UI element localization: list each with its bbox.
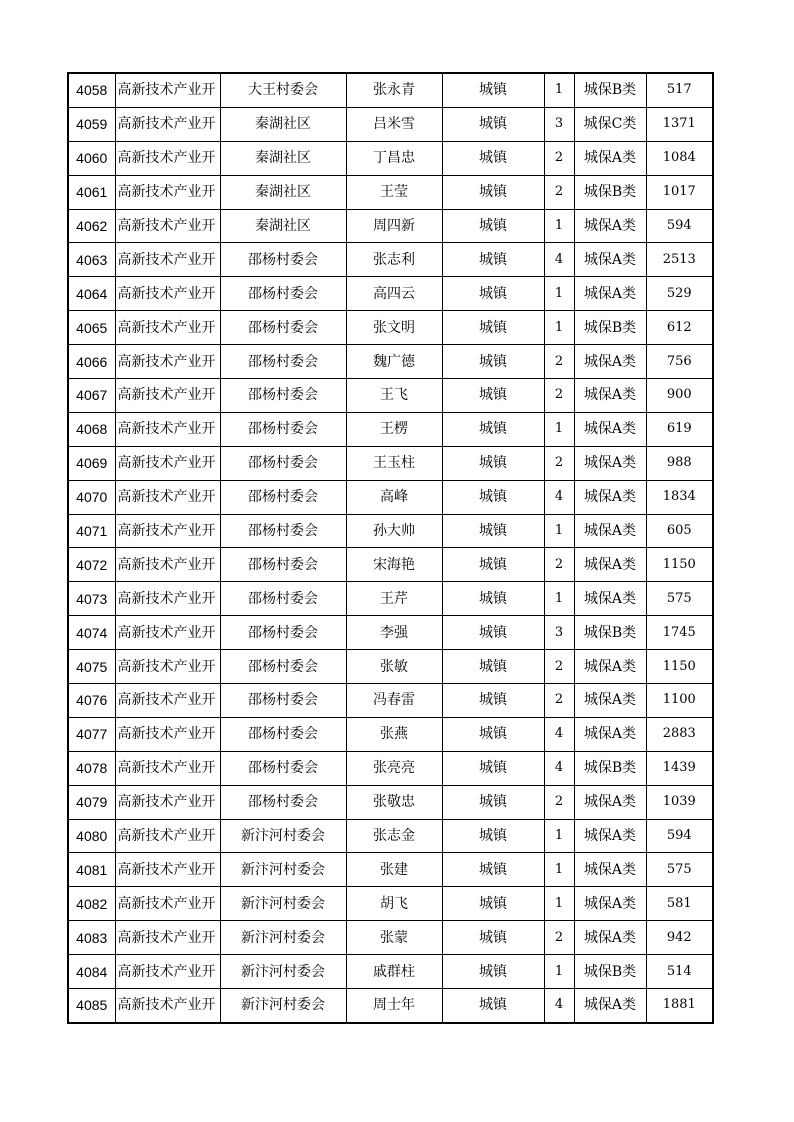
table-row: [68, 379, 713, 413]
category-cell: 城保A类: [574, 514, 646, 548]
residence-type-cell: 城镇: [442, 548, 544, 582]
district-cell: 高新技术产业开: [115, 73, 220, 107]
residence-type-cell: 城镇: [442, 989, 544, 1023]
name-cell: 张永青: [346, 73, 442, 107]
table-row: [68, 989, 713, 1023]
amount-cell: 1371: [646, 107, 713, 141]
village-cell: 新汴河村委会: [220, 955, 346, 989]
name-cell: 胡飞: [346, 887, 442, 921]
district-cell: 高新技术产业开: [115, 785, 220, 819]
district-cell: 高新技术产业开: [115, 751, 220, 785]
amount-cell: 942: [646, 921, 713, 955]
village-cell: 邵杨村委会: [220, 412, 346, 446]
amount-cell: 2513: [646, 243, 713, 277]
village-cell: 秦湖社区: [220, 107, 346, 141]
category-cell: 城保A类: [574, 717, 646, 751]
village-cell: 邵杨村委会: [220, 243, 346, 277]
table-row: [68, 717, 713, 751]
table-row: [68, 446, 713, 480]
district-cell: 高新技术产业开: [115, 311, 220, 345]
village-cell: 邵杨村委会: [220, 785, 346, 819]
record-id-cell: 4077: [68, 717, 115, 751]
category-cell: 城保A类: [574, 887, 646, 921]
record-id-cell: 4084: [68, 955, 115, 989]
amount-cell: 1745: [646, 616, 713, 650]
district-cell: 高新技术产业开: [115, 989, 220, 1023]
name-cell: 王玉柱: [346, 446, 442, 480]
record-id-cell: 4073: [68, 582, 115, 616]
record-id-cell: 4070: [68, 480, 115, 514]
amount-cell: 756: [646, 345, 713, 379]
district-cell: 高新技术产业开: [115, 345, 220, 379]
name-cell: 周士年: [346, 989, 442, 1023]
amount-cell: 988: [646, 446, 713, 480]
record-id-cell: 4071: [68, 514, 115, 548]
category-cell: 城保A类: [574, 989, 646, 1023]
district-cell: 高新技术产业开: [115, 548, 220, 582]
record-id-cell: 4085: [68, 989, 115, 1023]
category-cell: 城保A类: [574, 345, 646, 379]
table-row: [68, 243, 713, 277]
household-size-cell: 1: [544, 277, 574, 311]
record-id-cell: 4067: [68, 379, 115, 413]
amount-cell: 1039: [646, 785, 713, 819]
district-cell: 高新技术产业开: [115, 853, 220, 887]
district-cell: 高新技术产业开: [115, 243, 220, 277]
table-row: [68, 853, 713, 887]
household-size-cell: 1: [544, 311, 574, 345]
residence-type-cell: 城镇: [442, 887, 544, 921]
category-cell: 城保B类: [574, 955, 646, 989]
household-size-cell: 2: [544, 141, 574, 175]
name-cell: 张志利: [346, 243, 442, 277]
household-size-cell: 1: [544, 853, 574, 887]
category-cell: 城保A类: [574, 480, 646, 514]
category-cell: 城保A类: [574, 379, 646, 413]
district-cell: 高新技术产业开: [115, 582, 220, 616]
household-size-cell: 2: [544, 785, 574, 819]
household-size-cell: 1: [544, 887, 574, 921]
village-cell: 新汴河村委会: [220, 921, 346, 955]
district-cell: 高新技术产业开: [115, 175, 220, 209]
household-size-cell: 4: [544, 480, 574, 514]
name-cell: 丁昌忠: [346, 141, 442, 175]
household-size-cell: 2: [544, 379, 574, 413]
village-cell: 邵杨村委会: [220, 277, 346, 311]
village-cell: 邵杨村委会: [220, 480, 346, 514]
residence-type-cell: 城镇: [442, 73, 544, 107]
category-cell: 城保A类: [574, 853, 646, 887]
residence-type-cell: 城镇: [442, 514, 544, 548]
village-cell: 新汴河村委会: [220, 853, 346, 887]
record-id-cell: 4063: [68, 243, 115, 277]
household-size-cell: 2: [544, 684, 574, 718]
record-id-cell: 4060: [68, 141, 115, 175]
name-cell: 孙大帅: [346, 514, 442, 548]
village-cell: 邵杨村委会: [220, 684, 346, 718]
name-cell: 高四云: [346, 277, 442, 311]
table-row: [68, 311, 713, 345]
name-cell: 王芹: [346, 582, 442, 616]
district-cell: 高新技术产业开: [115, 514, 220, 548]
residence-type-cell: 城镇: [442, 955, 544, 989]
district-cell: 高新技术产业开: [115, 684, 220, 718]
amount-cell: 1834: [646, 480, 713, 514]
category-cell: 城保A类: [574, 582, 646, 616]
household-size-cell: 2: [544, 921, 574, 955]
village-cell: 邵杨村委会: [220, 311, 346, 345]
name-cell: 张建: [346, 853, 442, 887]
household-size-cell: 1: [544, 412, 574, 446]
table-row: [68, 514, 713, 548]
village-cell: 邵杨村委会: [220, 582, 346, 616]
record-id-cell: 4059: [68, 107, 115, 141]
residence-type-cell: 城镇: [442, 311, 544, 345]
village-cell: 邵杨村委会: [220, 548, 346, 582]
name-cell: 魏广德: [346, 345, 442, 379]
amount-cell: 1881: [646, 989, 713, 1023]
category-cell: 城保A类: [574, 819, 646, 853]
amount-cell: 1084: [646, 141, 713, 175]
category-cell: 城保A类: [574, 277, 646, 311]
category-cell: 城保A类: [574, 684, 646, 718]
residence-type-cell: 城镇: [442, 345, 544, 379]
household-size-cell: 1: [544, 514, 574, 548]
name-cell: 周四新: [346, 209, 442, 243]
village-cell: 邵杨村委会: [220, 751, 346, 785]
district-cell: 高新技术产业开: [115, 209, 220, 243]
village-cell: 大王村委会: [220, 73, 346, 107]
household-size-cell: 2: [544, 345, 574, 379]
residence-type-cell: 城镇: [442, 277, 544, 311]
record-id-cell: 4066: [68, 345, 115, 379]
records-table: [67, 72, 714, 1024]
amount-cell: 612: [646, 311, 713, 345]
household-size-cell: 4: [544, 243, 574, 277]
household-size-cell: 3: [544, 616, 574, 650]
household-size-cell: 2: [544, 548, 574, 582]
record-id-cell: 4062: [68, 209, 115, 243]
name-cell: 吕米雪: [346, 107, 442, 141]
district-cell: 高新技术产业开: [115, 107, 220, 141]
table-row: [68, 785, 713, 819]
amount-cell: 1439: [646, 751, 713, 785]
amount-cell: 605: [646, 514, 713, 548]
amount-cell: 575: [646, 582, 713, 616]
record-id-cell: 4069: [68, 446, 115, 480]
table-row: [68, 107, 713, 141]
amount-cell: 529: [646, 277, 713, 311]
district-cell: 高新技术产业开: [115, 717, 220, 751]
household-size-cell: 1: [544, 582, 574, 616]
name-cell: 张文明: [346, 311, 442, 345]
residence-type-cell: 城镇: [442, 650, 544, 684]
table-row: [68, 887, 713, 921]
residence-type-cell: 城镇: [442, 717, 544, 751]
category-cell: 城保A类: [574, 209, 646, 243]
district-cell: 高新技术产业开: [115, 650, 220, 684]
table-row: [68, 345, 713, 379]
category-cell: 城保A类: [574, 412, 646, 446]
name-cell: 张志金: [346, 819, 442, 853]
name-cell: 王楞: [346, 412, 442, 446]
village-cell: 新汴河村委会: [220, 819, 346, 853]
household-size-cell: 1: [544, 955, 574, 989]
record-id-cell: 4079: [68, 785, 115, 819]
record-id-cell: 4078: [68, 751, 115, 785]
record-id-cell: 4076: [68, 684, 115, 718]
record-id-cell: 4061: [68, 175, 115, 209]
amount-cell: 1150: [646, 548, 713, 582]
district-cell: 高新技术产业开: [115, 921, 220, 955]
residence-type-cell: 城镇: [442, 209, 544, 243]
village-cell: 秦湖社区: [220, 175, 346, 209]
table-row: [68, 548, 713, 582]
household-size-cell: 1: [544, 209, 574, 243]
district-cell: 高新技术产业开: [115, 141, 220, 175]
category-cell: 城保C类: [574, 107, 646, 141]
amount-cell: 619: [646, 412, 713, 446]
record-id-cell: 4068: [68, 412, 115, 446]
table-row: [68, 819, 713, 853]
category-cell: 城保B类: [574, 73, 646, 107]
residence-type-cell: 城镇: [442, 751, 544, 785]
village-cell: 秦湖社区: [220, 209, 346, 243]
residence-type-cell: 城镇: [442, 785, 544, 819]
village-cell: 秦湖社区: [220, 141, 346, 175]
record-id-cell: 4082: [68, 887, 115, 921]
village-cell: 邵杨村委会: [220, 717, 346, 751]
village-cell: 邵杨村委会: [220, 650, 346, 684]
village-cell: 邵杨村委会: [220, 514, 346, 548]
amount-cell: 2883: [646, 717, 713, 751]
district-cell: 高新技术产业开: [115, 616, 220, 650]
category-cell: 城保A类: [574, 446, 646, 480]
residence-type-cell: 城镇: [442, 684, 544, 718]
residence-type-cell: 城镇: [442, 379, 544, 413]
district-cell: 高新技术产业开: [115, 887, 220, 921]
name-cell: 张蒙: [346, 921, 442, 955]
name-cell: 张燕: [346, 717, 442, 751]
amount-cell: 581: [646, 887, 713, 921]
household-size-cell: 4: [544, 989, 574, 1023]
table-row: [68, 650, 713, 684]
residence-type-cell: 城镇: [442, 582, 544, 616]
residence-type-cell: 城镇: [442, 616, 544, 650]
record-id-cell: 4080: [68, 819, 115, 853]
name-cell: 王飞: [346, 379, 442, 413]
record-id-cell: 4075: [68, 650, 115, 684]
record-id-cell: 4074: [68, 616, 115, 650]
name-cell: 冯春雷: [346, 684, 442, 718]
household-size-cell: 2: [544, 175, 574, 209]
residence-type-cell: 城镇: [442, 853, 544, 887]
name-cell: 王莹: [346, 175, 442, 209]
household-size-cell: 4: [544, 717, 574, 751]
name-cell: 张敏: [346, 650, 442, 684]
table-row: [68, 141, 713, 175]
household-size-cell: 4: [544, 751, 574, 785]
amount-cell: 1100: [646, 684, 713, 718]
table-row: [68, 412, 713, 446]
village-cell: 邵杨村委会: [220, 345, 346, 379]
category-cell: 城保A类: [574, 548, 646, 582]
table-row: [68, 277, 713, 311]
village-cell: 邵杨村委会: [220, 616, 346, 650]
category-cell: 城保A类: [574, 650, 646, 684]
residence-type-cell: 城镇: [442, 175, 544, 209]
household-size-cell: 3: [544, 107, 574, 141]
village-cell: 邵杨村委会: [220, 379, 346, 413]
category-cell: 城保A类: [574, 921, 646, 955]
district-cell: 高新技术产业开: [115, 412, 220, 446]
name-cell: 李强: [346, 616, 442, 650]
name-cell: 宋海艳: [346, 548, 442, 582]
village-cell: 新汴河村委会: [220, 989, 346, 1023]
category-cell: 城保A类: [574, 243, 646, 277]
name-cell: 戚群柱: [346, 955, 442, 989]
table-row: [68, 921, 713, 955]
district-cell: 高新技术产业开: [115, 379, 220, 413]
record-id-cell: 4065: [68, 311, 115, 345]
record-id-cell: 4081: [68, 853, 115, 887]
record-id-cell: 4058: [68, 73, 115, 107]
record-id-cell: 4083: [68, 921, 115, 955]
village-cell: 邵杨村委会: [220, 446, 346, 480]
household-size-cell: 2: [544, 446, 574, 480]
amount-cell: 594: [646, 819, 713, 853]
category-cell: 城保B类: [574, 616, 646, 650]
residence-type-cell: 城镇: [442, 921, 544, 955]
table-row: [68, 582, 713, 616]
household-size-cell: 1: [544, 73, 574, 107]
district-cell: 高新技术产业开: [115, 446, 220, 480]
table-row: [68, 73, 713, 107]
amount-cell: 900: [646, 379, 713, 413]
category-cell: 城保B类: [574, 751, 646, 785]
name-cell: 张敬忠: [346, 785, 442, 819]
table-row: [68, 480, 713, 514]
residence-type-cell: 城镇: [442, 107, 544, 141]
table-row: [68, 955, 713, 989]
residence-type-cell: 城镇: [442, 141, 544, 175]
district-cell: 高新技术产业开: [115, 955, 220, 989]
residence-type-cell: 城镇: [442, 412, 544, 446]
residence-type-cell: 城镇: [442, 446, 544, 480]
village-cell: 新汴河村委会: [220, 887, 346, 921]
record-id-cell: 4072: [68, 548, 115, 582]
category-cell: 城保B类: [574, 311, 646, 345]
table-row: [68, 751, 713, 785]
district-cell: 高新技术产业开: [115, 819, 220, 853]
amount-cell: 575: [646, 853, 713, 887]
residence-type-cell: 城镇: [442, 480, 544, 514]
residence-type-cell: 城镇: [442, 243, 544, 277]
name-cell: 张亮亮: [346, 751, 442, 785]
record-id-cell: 4064: [68, 277, 115, 311]
amount-cell: 1150: [646, 650, 713, 684]
table-row: [68, 175, 713, 209]
table-row: [68, 209, 713, 243]
amount-cell: 594: [646, 209, 713, 243]
amount-cell: 1017: [646, 175, 713, 209]
table-row: [68, 684, 713, 718]
residence-type-cell: 城镇: [442, 819, 544, 853]
category-cell: 城保A类: [574, 141, 646, 175]
amount-cell: 514: [646, 955, 713, 989]
name-cell: 高峰: [346, 480, 442, 514]
category-cell: 城保A类: [574, 785, 646, 819]
amount-cell: 517: [646, 73, 713, 107]
category-cell: 城保B类: [574, 175, 646, 209]
table-row: [68, 616, 713, 650]
household-size-cell: 1: [544, 819, 574, 853]
district-cell: 高新技术产业开: [115, 277, 220, 311]
district-cell: 高新技术产业开: [115, 480, 220, 514]
household-size-cell: 2: [544, 650, 574, 684]
